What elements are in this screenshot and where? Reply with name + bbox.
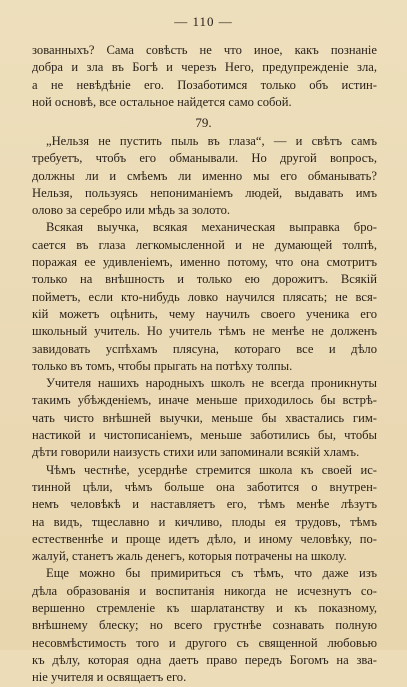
text-line: добра и зла въ Богѣ и черезъ Него, предупрежденіе зла, [32, 60, 377, 75]
text-line: сается въ глаза легкомысленной и не думающей толпѣ, [32, 237, 377, 252]
text-line: естественнѣе и проще идетъ дѣло, и иному человѣку, по- [32, 531, 377, 546]
text-line: Еще можно бы примириться съ тѣмъ, что даже изъ [46, 566, 377, 581]
text-line: дѣла образованія и воспитанія никогда не исчезнутъ со- [32, 583, 377, 598]
text-line: дѣти говорили наизусть стихи или запоминали всякій хламъ. [32, 445, 360, 460]
text-line: внѣшнему блеску; но всего грустнѣе сознавать полную [32, 618, 377, 633]
text-line: пойметъ, если кто-нибудь ловко научился плясать; не вся- [32, 289, 377, 304]
text-line: а не невѣдѣніе его. Позаботимся только объ истин- [32, 77, 377, 92]
text-line: ной основѣ, все остальное найдется само собой. [32, 94, 292, 109]
text-line: только на внѣшность и только ею дорожитъ. Всякій [32, 272, 377, 287]
text-line: школьный учитель. Но учитель тѣмъ не менѣе не долженъ [32, 324, 377, 339]
text-line: несовмѣстимость того и другого съ священной любовью [32, 635, 377, 650]
text-line: требуетъ, чтобъ его обманывали. Но другой вопросъ, [32, 151, 377, 166]
text-line: на видъ, тщеславно и кичливо, плоды ея трудовъ, тѣмъ [32, 514, 377, 529]
section-number: 79. [195, 115, 212, 130]
text-line: Нельзя, пользуясь непониманіемъ людей, выдавать имъ [32, 185, 377, 200]
text-line: олово за серебро или мѣдь за золото. [32, 203, 231, 218]
text-line: кій можетъ оцѣнить, чему научилъ своего ученика его [32, 306, 377, 321]
section-body [32, 133, 377, 687]
text-line: вершенно стремленіе къ шарлатанству и къ показному, [32, 601, 377, 616]
text-line: завидовать успѣхамъ плясуна, котораго все и дѣло [32, 341, 377, 356]
page-number: — 110 — [174, 14, 233, 29]
continuation-paragraph [32, 42, 377, 111]
text-line: немъ человѣкѣ и наставляетъ его, тѣмъ менѣе лѣзутъ [32, 497, 377, 512]
text-line: жалуй, станетъ жаль денегъ, которыя потрачены на школу. [32, 549, 347, 564]
text-line: настикой и чистописаніемъ, меньше заботились бы, чтобы [32, 428, 377, 443]
text-line: такимъ убѣжденіемъ, иначе меньше приходилось бы встрѣ- [32, 393, 377, 408]
text-line: Чѣмъ честнѣе, усерднѣе стремится школа къ своей ис- [46, 462, 377, 477]
text-line: „Нельзя не пустить пыль въ глаза“, — и свѣтъ самъ [46, 134, 377, 148]
text-line: поражая ее удивленіемъ, именно потому, что она смотритъ [32, 255, 377, 270]
text-line: только въ томъ, чтобы прыгать на потѣху толпы. [32, 358, 293, 373]
text-line: къ дѣлу, которая одна даетъ право передъ Богомъ на зва- [32, 652, 377, 667]
text-line: Всякая выучка, всякая механическая выправка бро- [46, 220, 377, 235]
text-line: чать чисто внѣшней выучки, меньше бы хвастались гим- [32, 410, 377, 425]
text-line: зованныхъ? Сама совѣсть не что иное, какъ познаніе [32, 43, 377, 57]
text-line: ніе учителя и освящаетъ его. [32, 670, 187, 685]
text-line: должны ли и смѣемъ ли именно мы его обманывать? [32, 168, 377, 183]
text-line: Учителя нашихъ народныхъ школъ не всегда проникнуты [46, 376, 377, 391]
text-line: тинной цѣли, чѣмъ больше она заботится о внутрен- [32, 479, 377, 494]
